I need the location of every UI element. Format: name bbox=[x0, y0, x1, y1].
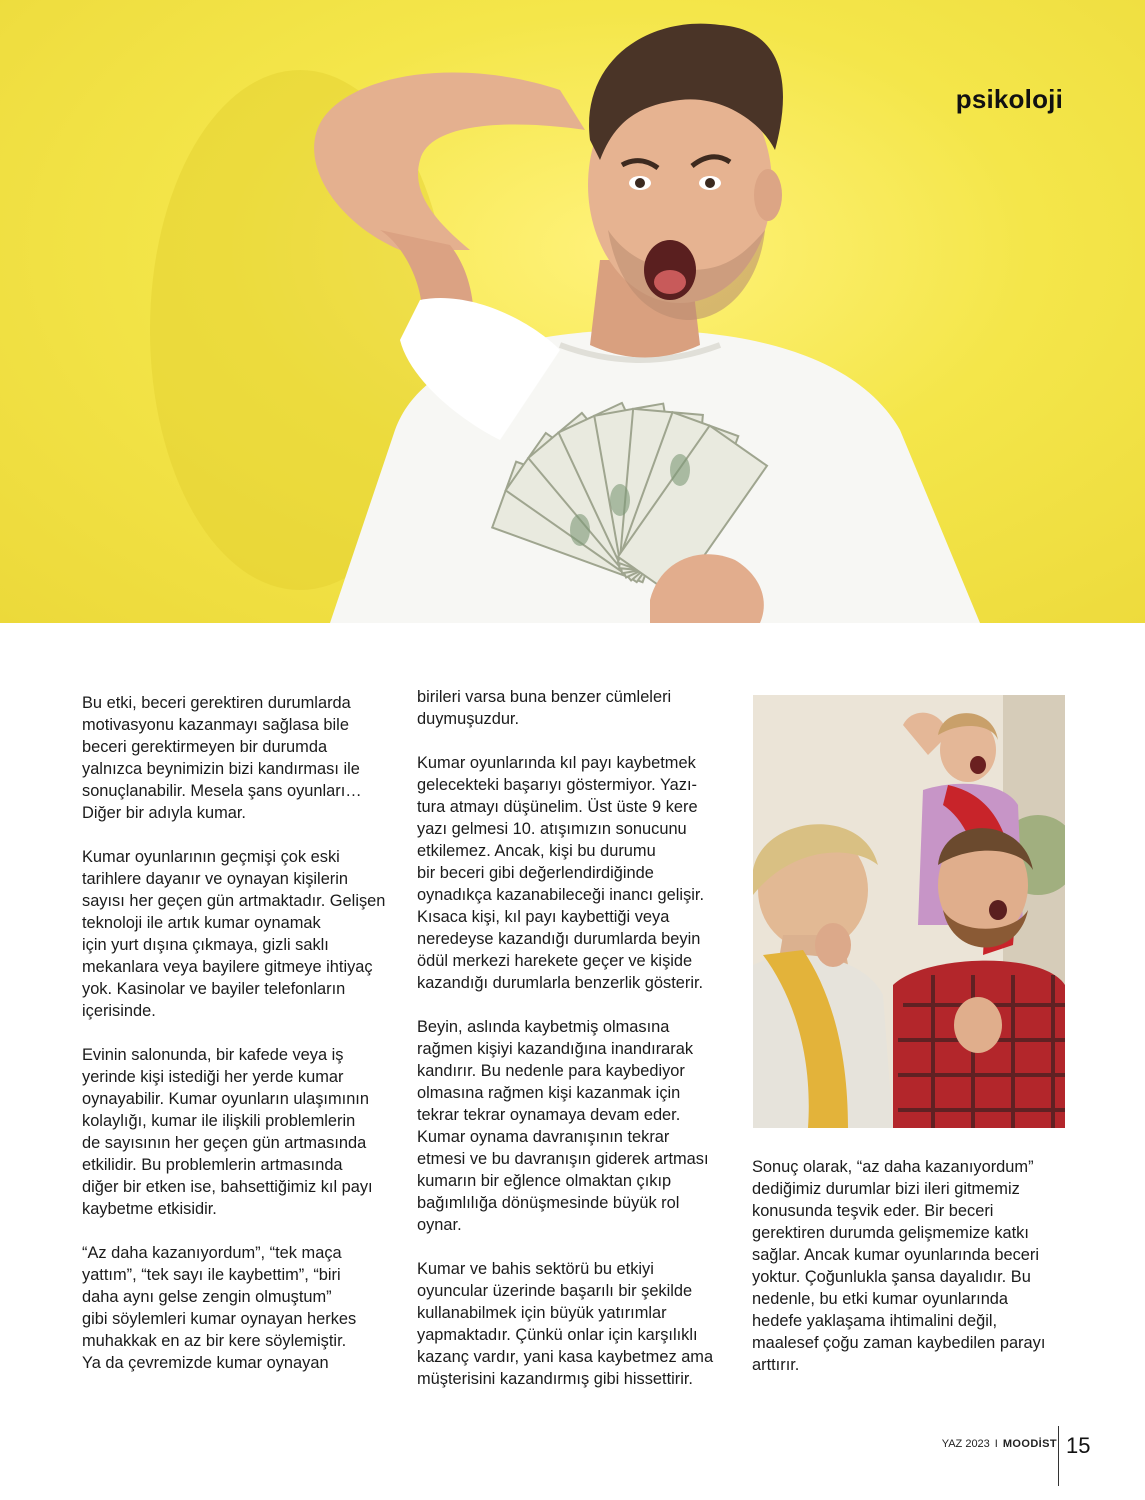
issue-label: YAZ 2023 bbox=[941, 1438, 990, 1450]
paragraph: birileri varsa buna benzer cümleleri duymuşuzdur. bbox=[417, 688, 672, 728]
hero-photo bbox=[0, 0, 1145, 623]
paragraph: Kumar oyunlarının geçmişi çok eski tarihlere dayanır ve oynayan kişilerin sayısı her geçen gün artmaktadır. Gelişen teknoloji ile artık kumar oynamak için yurt dışına çıkmaya, gizli saklı mekanlara veya bayilere gitmeye ihtiyaç yok. Kasinolar ve bayiler telefonların içerisinde. bbox=[82, 848, 386, 1020]
paragraph: Beyin, aslında kaybetmiş olmasına rağmen kişiyi kazandığına inandırarak kandırır. Bu nedenle para kaybediyor olmasına rağmen kişi kazanmak için tekrar tekrar oynamaya devam eder. Kumar oynama davranışının tekrar etmesi ve bu davranışın giderek artması kumarın bir eğlence olmaktan çıkıp bağımlılığa dönüşmesinde büyük rol oynar. bbox=[417, 1018, 709, 1234]
article-column-1 bbox=[82, 692, 392, 1396]
page-footer bbox=[942, 1438, 1057, 1450]
family-cheering-illustration bbox=[753, 695, 1065, 1128]
paragraph: Kumar oyunlarında kıl payı kaybetmek gelecekteki başarıyı göstermiyor. Yazı- tura atmayı düşünelim. Üst üste 9 kere yazı gelmesi 10. atışımızın sonucunu etkilemez. Ancak, kişi bu durumu bir beceri gibi değerlendirdiğinde oynadıkça kazanabileceği inancı gelişir. Kısaca kişi, kıl payı kaybettiği veya neredeyse kazandığı durumlarda beyin ödül merkezi harekete geçer ve kişide kazandığı durumlarla benzerlik gösterir. bbox=[417, 754, 705, 992]
magazine-brand: MOODİST bbox=[1002, 1438, 1057, 1450]
paragraph: Sonuç olarak, “az daha kazanıyordum” dediğimiz durumlar bizi ileri gitmemiz konusunda teşvik eder. Bir beceri gerektiren durumda gelişmemize katkı sağlar. Ancak kumar oyunlarında beceri yoktur. Çoğunlukla şansa dayalıdır. Bu nedenle, bu etki kumar oyunlarında hedefe yaklaşama ihtimalini değil, maalesef çoğu zaman kaybedilen parayı arttırır. bbox=[752, 1158, 1046, 1374]
paragraph: “Az daha kazanıyordum”, “tek maça yattım”, “tek sayı ile kaybettim”, “biri daha aynı gelse zengin olmuştum” gibi söylemleri kumar oynayan herkes muhakkak en az bir kere söylemiştir. Ya da çevremizde kumar oynayan bbox=[82, 1244, 357, 1372]
footer-divider bbox=[1058, 1426, 1059, 1486]
paragraph: Kumar ve bahis sektörü bu etkiyi oyuncular üzerinde başarılı bir şekilde kullanabilmek için büyük yatırımlar yapmaktadır. Çünkü onlar için karşılıklı kazanç vardır, yani kasa kaybetmez ama müşterisini kazandırmış gibi hissettirir. bbox=[417, 1260, 714, 1388]
paragraph: Bu etki, beceri gerektiren durumlarda motivasyonu kazanmayı sağlasa bile beceri gerektirmeyen bir durumda yalnızca beynimizin bizi kandırması ile sonuçlanabilir. Mesela şans oyunları… Diğer bir adıyla kumar. bbox=[82, 694, 362, 822]
page-number: 15 bbox=[1066, 1433, 1091, 1458]
inset-photo bbox=[753, 695, 1065, 1128]
footer-separator: I bbox=[994, 1438, 998, 1450]
paragraph: Evinin salonunda, bir kafede veya iş yerinde kişi istediği her yerde kumar oynayabilir. Kumar oyunların ulaşımının kolaylığı, kumar ile ilişkili problemlerin de sayısının her geçen gün artmasında etkilidir. Bu problemlerin artmasında diğer bir etken ise, bahsettiğimiz kıl payı kaybetme etkisidir. bbox=[82, 1046, 373, 1218]
article-column-3 bbox=[752, 1156, 1062, 1398]
section-label: psikoloji bbox=[955, 84, 1063, 114]
article-column-2 bbox=[417, 686, 727, 1412]
